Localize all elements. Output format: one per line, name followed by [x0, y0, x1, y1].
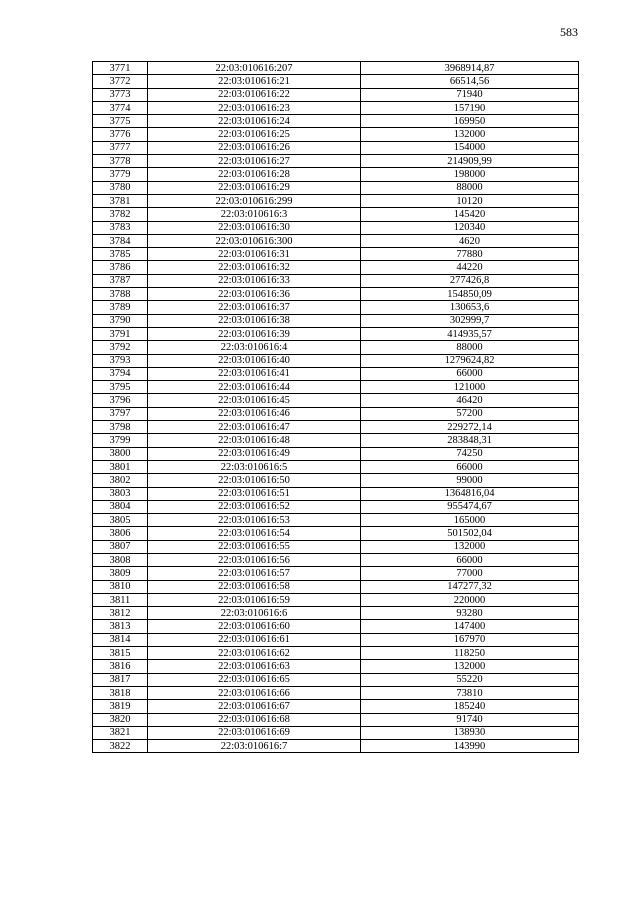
row-number-cell: 3790: [93, 314, 148, 327]
cadastral-number-cell: 22:03:010616:25: [148, 128, 361, 141]
cadastral-value-cell: 147400: [361, 620, 579, 633]
row-number-cell: 3791: [93, 327, 148, 340]
cadastral-value-cell: 143990: [361, 740, 579, 753]
cadastral-number-cell: 22:03:010616:57: [148, 567, 361, 580]
cadastral-value-cell: 3968914,87: [361, 62, 579, 75]
cadastral-number-cell: 22:03:010616:51: [148, 487, 361, 500]
row-number-cell: 3816: [93, 660, 148, 673]
cadastral-number-cell: 22:03:010616:45: [148, 394, 361, 407]
cadastral-number-cell: 22:03:010616:27: [148, 155, 361, 168]
row-number-cell: 3774: [93, 101, 148, 114]
row-number-cell: 3803: [93, 487, 148, 500]
cadastral-number-cell: 22:03:010616:38: [148, 314, 361, 327]
cadastral-value-cell: 88000: [361, 181, 579, 194]
cadastral-number-cell: 22:03:010616:37: [148, 301, 361, 314]
table-row: [93, 673, 579, 686]
cadastral-number-cell: 22:03:010616:68: [148, 713, 361, 726]
cadastral-value-cell: 229272,14: [361, 421, 579, 434]
table-row: [93, 115, 579, 128]
cadastral-value-cell: 157190: [361, 101, 579, 114]
cadastral-number-cell: 22:03:010616:29: [148, 181, 361, 194]
cadastral-number-cell: 22:03:010616:3: [148, 208, 361, 221]
row-number-cell: 3773: [93, 88, 148, 101]
cadastral-value-cell: 66000: [361, 460, 579, 473]
row-number-cell: 3780: [93, 181, 148, 194]
table-row: [93, 660, 579, 673]
row-number-cell: 3781: [93, 194, 148, 207]
table-row: [93, 593, 579, 606]
cadastral-value-cell: 154000: [361, 141, 579, 154]
table-row: [93, 101, 579, 114]
table-row: [93, 487, 579, 500]
table-row: [93, 261, 579, 274]
table-row: [93, 474, 579, 487]
table-row: [93, 740, 579, 753]
row-number-cell: 3801: [93, 460, 148, 473]
row-number-cell: 3809: [93, 567, 148, 580]
table-row: [93, 686, 579, 699]
table-row: [93, 527, 579, 540]
row-number-cell: 3778: [93, 155, 148, 168]
row-number-cell: 3807: [93, 540, 148, 553]
row-number-cell: 3806: [93, 527, 148, 540]
cadastral-value-cell: 154850,09: [361, 288, 579, 301]
table-row: [93, 314, 579, 327]
cadastral-value-cell: 74250: [361, 447, 579, 460]
row-number-cell: 3788: [93, 288, 148, 301]
cadastral-number-cell: 22:03:010616:5: [148, 460, 361, 473]
table-row: [93, 540, 579, 553]
table-row: [93, 327, 579, 340]
cadastral-number-cell: 22:03:010616:33: [148, 274, 361, 287]
row-number-cell: 3786: [93, 261, 148, 274]
cadastral-number-cell: 22:03:010616:299: [148, 194, 361, 207]
row-number-cell: 3787: [93, 274, 148, 287]
cadastral-number-cell: 22:03:010616:39: [148, 327, 361, 340]
row-number-cell: 3793: [93, 354, 148, 367]
table-row: [93, 500, 579, 513]
table-row: [93, 341, 579, 354]
cadastral-value-cell: 147277,32: [361, 580, 579, 593]
cadastral-number-cell: 22:03:010616:207: [148, 62, 361, 75]
cadastral-value-cell: 91740: [361, 713, 579, 726]
table-row: [93, 75, 579, 88]
table-row: [93, 168, 579, 181]
cadastral-number-cell: 22:03:010616:47: [148, 421, 361, 434]
row-number-cell: 3812: [93, 607, 148, 620]
row-number-cell: 3822: [93, 740, 148, 753]
cadastral-value-cell: 220000: [361, 593, 579, 606]
row-number-cell: 3798: [93, 421, 148, 434]
cadastral-number-cell: 22:03:010616:23: [148, 101, 361, 114]
table-row: [93, 288, 579, 301]
cadastral-number-cell: 22:03:010616:56: [148, 553, 361, 566]
cadastral-number-cell: 22:03:010616:41: [148, 367, 361, 380]
table-row: [93, 434, 579, 447]
row-number-cell: 3802: [93, 474, 148, 487]
row-number-cell: 3783: [93, 221, 148, 234]
cadastral-value-cell: 120340: [361, 221, 579, 234]
cadastral-number-cell: 22:03:010616:31: [148, 248, 361, 261]
cadastral-value-cell: 185240: [361, 700, 579, 713]
table-row: [93, 633, 579, 646]
row-number-cell: 3817: [93, 673, 148, 686]
cadastral-value-cell: 10120: [361, 194, 579, 207]
cadastral-value-cell: 130653,6: [361, 301, 579, 314]
row-number-cell: 3818: [93, 686, 148, 699]
page-number: 583: [560, 25, 578, 39]
row-number-cell: 3808: [93, 553, 148, 566]
row-number-cell: 3819: [93, 700, 148, 713]
cadastral-number-cell: 22:03:010616:40: [148, 354, 361, 367]
cadastral-number-cell: 22:03:010616:28: [148, 168, 361, 181]
table-row: [93, 447, 579, 460]
cadastral-number-cell: 22:03:010616:22: [148, 88, 361, 101]
row-number-cell: 3789: [93, 301, 148, 314]
row-number-cell: 3782: [93, 208, 148, 221]
cadastral-number-cell: 22:03:010616:61: [148, 633, 361, 646]
cadastral-number-cell: 22:03:010616:53: [148, 514, 361, 527]
table-row: [93, 514, 579, 527]
table-row: [93, 607, 579, 620]
cadastral-value-cell: 77000: [361, 567, 579, 580]
table-row: [93, 381, 579, 394]
cadastral-number-cell: 22:03:010616:26: [148, 141, 361, 154]
row-number-cell: 3775: [93, 115, 148, 128]
cadastral-value-cell: 132000: [361, 540, 579, 553]
row-number-cell: 3772: [93, 75, 148, 88]
cadastral-number-cell: 22:03:010616:21: [148, 75, 361, 88]
row-number-cell: 3811: [93, 593, 148, 606]
cadastral-value-cell: 46420: [361, 394, 579, 407]
cadastral-number-cell: 22:03:010616:66: [148, 686, 361, 699]
table-row: [93, 194, 579, 207]
cadastral-number-cell: 22:03:010616:44: [148, 381, 361, 394]
row-number-cell: 3795: [93, 381, 148, 394]
table-body: [93, 62, 579, 753]
table-row: [93, 407, 579, 420]
cadastral-number-cell: 22:03:010616:50: [148, 474, 361, 487]
cadastral-number-cell: 22:03:010616:52: [148, 500, 361, 513]
cadastral-number-cell: 22:03:010616:63: [148, 660, 361, 673]
cadastral-value-cell: 66514,56: [361, 75, 579, 88]
cadastral-number-cell: 22:03:010616:67: [148, 700, 361, 713]
cadastral-value-cell: 66000: [361, 553, 579, 566]
row-number-cell: 3779: [93, 168, 148, 181]
table-row: [93, 394, 579, 407]
cadastral-number-cell: 22:03:010616:48: [148, 434, 361, 447]
row-number-cell: 3777: [93, 141, 148, 154]
cadastral-value-cell: 283848,31: [361, 434, 579, 447]
cadastral-value-cell: 214909,99: [361, 155, 579, 168]
table-row: [93, 580, 579, 593]
row-number-cell: 3771: [93, 62, 148, 75]
cadastral-value-cell: 132000: [361, 128, 579, 141]
table-row: [93, 248, 579, 261]
cadastral-value-cell: 169950: [361, 115, 579, 128]
cadastral-number-cell: 22:03:010616:69: [148, 726, 361, 739]
cadastral-number-cell: 22:03:010616:55: [148, 540, 361, 553]
cadastral-value-cell: 77880: [361, 248, 579, 261]
table-row: [93, 62, 579, 75]
table-row: [93, 726, 579, 739]
row-number-cell: 3804: [93, 500, 148, 513]
cadastral-value-cell: 71940: [361, 88, 579, 101]
row-number-cell: 3797: [93, 407, 148, 420]
table-row: [93, 274, 579, 287]
cadastral-value-table: [92, 61, 579, 753]
cadastral-value-cell: 121000: [361, 381, 579, 394]
table-row: [93, 141, 579, 154]
table-row: [93, 421, 579, 434]
row-number-cell: 3776: [93, 128, 148, 141]
table-row: [93, 234, 579, 247]
table-row: [93, 301, 579, 314]
cadastral-number-cell: 22:03:010616:54: [148, 527, 361, 540]
cadastral-number-cell: 22:03:010616:46: [148, 407, 361, 420]
cadastral-value-cell: 277426,8: [361, 274, 579, 287]
cadastral-number-cell: 22:03:010616:6: [148, 607, 361, 620]
row-number-cell: 3815: [93, 647, 148, 660]
cadastral-number-cell: 22:03:010616:62: [148, 647, 361, 660]
cadastral-value-cell: 414935,57: [361, 327, 579, 340]
row-number-cell: 3796: [93, 394, 148, 407]
cadastral-value-cell: 55220: [361, 673, 579, 686]
cadastral-value-cell: 4620: [361, 234, 579, 247]
table-row: [93, 155, 579, 168]
cadastral-value-cell: 165000: [361, 514, 579, 527]
row-number-cell: 3805: [93, 514, 148, 527]
cadastral-number-cell: 22:03:010616:24: [148, 115, 361, 128]
cadastral-number-cell: 22:03:010616:59: [148, 593, 361, 606]
row-number-cell: 3800: [93, 447, 148, 460]
table-row: [93, 620, 579, 633]
row-number-cell: 3813: [93, 620, 148, 633]
cadastral-number-cell: 22:03:010616:4: [148, 341, 361, 354]
cadastral-value-cell: 88000: [361, 341, 579, 354]
cadastral-value-cell: 1279624,82: [361, 354, 579, 367]
cadastral-value-cell: 145420: [361, 208, 579, 221]
table-row: [93, 354, 579, 367]
cadastral-number-cell: 22:03:010616:30: [148, 221, 361, 234]
table-row: [93, 181, 579, 194]
cadastral-value-cell: 501502,04: [361, 527, 579, 540]
row-number-cell: 3792: [93, 341, 148, 354]
cadastral-number-cell: 22:03:010616:49: [148, 447, 361, 460]
table-row: [93, 647, 579, 660]
table-row: [93, 700, 579, 713]
table-row: [93, 221, 579, 234]
row-number-cell: 3810: [93, 580, 148, 593]
cadastral-value-cell: 99000: [361, 474, 579, 487]
table-row: [93, 713, 579, 726]
row-number-cell: 3799: [93, 434, 148, 447]
cadastral-value-cell: 1364816,04: [361, 487, 579, 500]
cadastral-number-cell: 22:03:010616:36: [148, 288, 361, 301]
row-number-cell: 3820: [93, 713, 148, 726]
cadastral-value-cell: 132000: [361, 660, 579, 673]
row-number-cell: 3814: [93, 633, 148, 646]
cadastral-value-cell: 44220: [361, 261, 579, 274]
cadastral-number-cell: 22:03:010616:7: [148, 740, 361, 753]
cadastral-number-cell: 22:03:010616:65: [148, 673, 361, 686]
cadastral-number-cell: 22:03:010616:58: [148, 580, 361, 593]
cadastral-value-cell: 118250: [361, 647, 579, 660]
row-number-cell: 3785: [93, 248, 148, 261]
cadastral-value-cell: 302999,7: [361, 314, 579, 327]
cadastral-number-cell: 22:03:010616:300: [148, 234, 361, 247]
table-row: [93, 460, 579, 473]
table-row: [93, 128, 579, 141]
cadastral-value-cell: 138930: [361, 726, 579, 739]
cadastral-value-cell: 93280: [361, 607, 579, 620]
cadastral-value-cell: 955474,67: [361, 500, 579, 513]
table-row: [93, 208, 579, 221]
cadastral-value-cell: 66000: [361, 367, 579, 380]
table-row: [93, 367, 579, 380]
cadastral-number-cell: 22:03:010616:32: [148, 261, 361, 274]
cadastral-value-cell: 73810: [361, 686, 579, 699]
table-row: [93, 553, 579, 566]
row-number-cell: 3821: [93, 726, 148, 739]
row-number-cell: 3784: [93, 234, 148, 247]
cadastral-value-cell: 198000: [361, 168, 579, 181]
table-row: [93, 567, 579, 580]
table-row: [93, 88, 579, 101]
cadastral-number-cell: 22:03:010616:60: [148, 620, 361, 633]
cadastral-value-cell: 57200: [361, 407, 579, 420]
row-number-cell: 3794: [93, 367, 148, 380]
cadastral-value-cell: 167970: [361, 633, 579, 646]
